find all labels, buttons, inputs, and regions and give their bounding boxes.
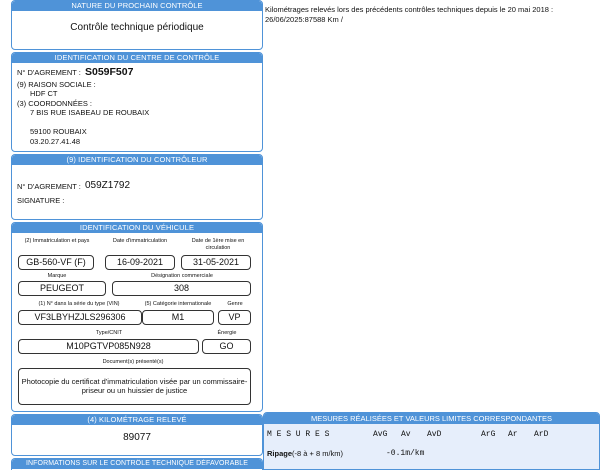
centre-phone: 03.20.27.41.48 xyxy=(30,137,81,146)
vehicule-panel xyxy=(11,222,263,412)
informations-panel xyxy=(11,458,263,470)
documents-value: Photocopie du certificat d'immatriculation visée par un commissaire-priseur ou un huissier de justice xyxy=(18,368,251,405)
centre-address-line2: 59100 ROUBAIX xyxy=(30,127,87,136)
immat-value: GB-560-VF (F) xyxy=(18,255,94,270)
centre-panel xyxy=(11,52,263,152)
immat-caption: (2) Immatriculation et pays xyxy=(24,238,90,244)
informations-header: INFORMATIONS SUR LE CONTRÔLE TECHNIQUE DÉFAVORABLE xyxy=(12,459,262,469)
col-arg: ArG xyxy=(481,430,496,439)
energie-value: GO xyxy=(202,339,251,354)
marque-caption: Marque xyxy=(47,273,67,279)
vehicule-header: IDENTIFICATION DU VÉHICULE xyxy=(12,223,262,233)
centre-raison-label: (9) RAISON SOCIALE : xyxy=(17,80,96,89)
date-1ere-caption: Date de 1ère mise en circulation xyxy=(191,238,245,251)
vin-caption: (1) N° dans la série du type (VIN) xyxy=(38,301,120,307)
col-ar: Ar xyxy=(508,430,518,439)
documents-caption: Document(s) présenté(s) xyxy=(102,359,164,365)
controleur-header: (9) IDENTIFICATION DU CONTRÔLEUR xyxy=(12,155,262,165)
vin-value: VF3LBYHZJLS296306 xyxy=(18,310,142,325)
mesures-panel xyxy=(263,412,600,470)
controleur-signature-label: SIGNATURE : xyxy=(17,196,65,205)
watermark-logo xyxy=(593,40,600,270)
type-value: M10PGTVP085N928 xyxy=(18,339,199,354)
ripage-value: -0.1m/km xyxy=(386,449,425,458)
date-1ere-value: 31-05-2021 xyxy=(181,255,251,270)
kilometrage-header: (4) KILOMÉTRAGE RELEVÉ xyxy=(12,415,262,425)
ripage-label: Ripage xyxy=(267,449,293,458)
genre-value: VP xyxy=(218,310,251,325)
centre-address-line1: 7 BIS RUE ISABEAU DE ROUBAIX xyxy=(30,108,150,117)
col-avg: AvG xyxy=(373,430,388,439)
controleur-agrement-value: 059Z1792 xyxy=(85,180,131,191)
marque-value: PEUGEOT xyxy=(18,281,106,296)
date-immat-caption: Date d'immatriculation xyxy=(112,238,168,244)
categorie-value: M1 xyxy=(142,310,214,325)
controleur-panel xyxy=(11,154,263,220)
centre-header: IDENTIFICATION DU CENTRE DE CONTRÔLE xyxy=(12,53,262,63)
energie-caption: Énergie xyxy=(217,330,237,336)
designation-value: 308 xyxy=(112,281,251,296)
type-caption: Type/CNIT xyxy=(95,330,123,336)
centre-raison-value: HDF CT xyxy=(30,89,58,98)
centre-agrement-value: S059F507 xyxy=(85,66,134,78)
centre-agrement-label: N° D'AGREMENT : xyxy=(17,68,81,77)
nature-header: NATURE DU PROCHAIN CONTRÔLE xyxy=(12,1,262,11)
centre-coord-label: (3) COORDONNÉES : xyxy=(17,99,93,108)
controleur-agrement-label: N° D'AGREMENT : xyxy=(17,182,81,191)
mesures-col-label: M E S U R E S xyxy=(267,430,330,439)
kilometrage-panel xyxy=(11,414,263,456)
kilometrages-area xyxy=(263,0,600,412)
kilometrages-text: Kilométrages relevés lors des précédents contrôles techniques depuis le 20 mai 2018 : 26/06/2025:87588 Km / xyxy=(265,5,554,24)
ripage-range: (-8 à + 8 m/km) xyxy=(292,449,344,458)
col-avd: AvD xyxy=(427,430,442,439)
designation-caption: Désignation commerciale xyxy=(151,273,213,279)
genre-caption: Genre xyxy=(227,301,243,307)
col-av: Av xyxy=(401,430,411,439)
nature-panel xyxy=(11,0,263,50)
mesures-header: MESURES RÉALISÉES ET VALEURS LIMITES CORRESPONDANTES xyxy=(264,413,599,424)
col-ard: ArD xyxy=(534,430,549,439)
date-immat-value: 16-09-2021 xyxy=(105,255,175,270)
nature-value: Contrôle technique périodique xyxy=(70,22,204,33)
kilometrage-value: 89077 xyxy=(123,432,151,443)
categorie-caption: (5) Catégorie internationale xyxy=(144,301,212,307)
